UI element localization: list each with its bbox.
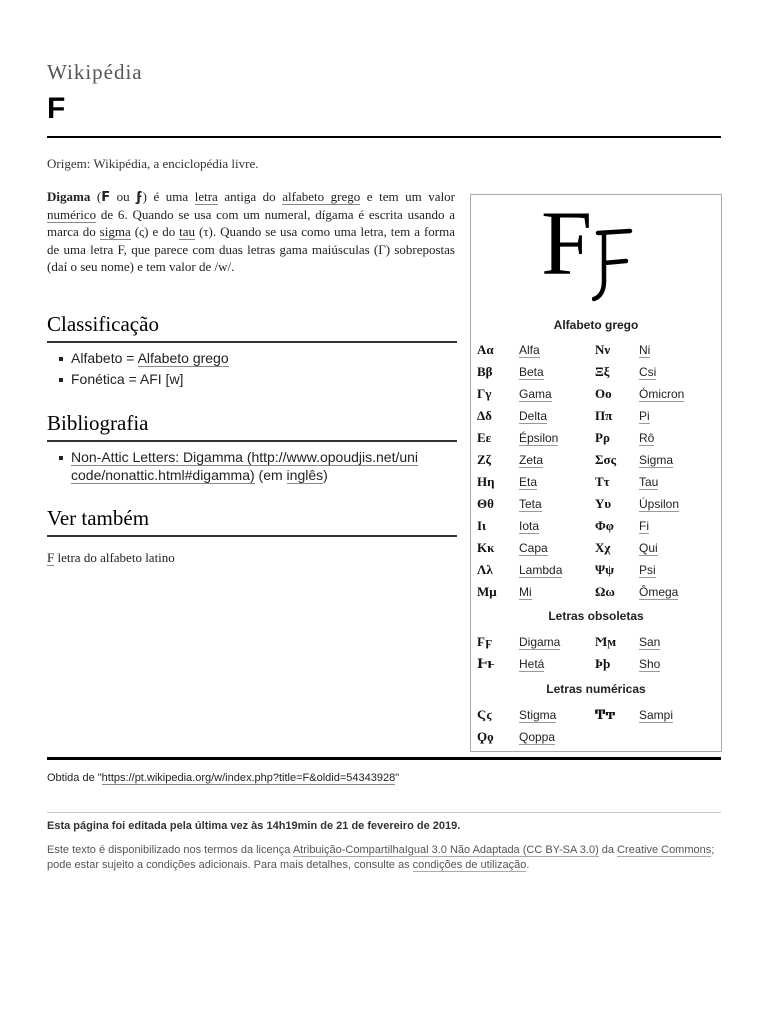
greek-letter-name-link[interactable]: Psi <box>639 563 656 577</box>
greek-letter-name-link[interactable]: Delta <box>519 409 548 423</box>
classificacao-list <box>47 350 457 388</box>
section-letras-obsoletas: Letras obsoletas <box>548 609 644 623</box>
page-title: F <box>47 92 66 125</box>
greek-letter-name-link[interactable]: Úpsilon <box>639 497 680 511</box>
bibliografia-list <box>47 449 457 484</box>
greek-letter-name-link[interactable]: Rô <box>639 431 655 445</box>
link-alfabeto-grego-list[interactable]: Alfabeto grego <box>137 350 229 366</box>
retrieved-text: " <box>395 772 400 784</box>
retrieved-text: Obtida de " <box>47 772 102 784</box>
greek-letter-glyph: Ππ <box>595 408 613 423</box>
greek-letter-glyph: Σσς <box>595 452 617 467</box>
digamma-lowercase-glyph <box>592 225 634 305</box>
greek-letter-name-link[interactable]: Ni <box>639 343 651 357</box>
heading-bibliografia: Bibliografia <box>47 411 457 442</box>
heading-ver-tambem: Ver também <box>47 506 457 537</box>
footer-divider <box>47 812 721 813</box>
greek-letter-glyph: Ρρ <box>595 430 610 445</box>
greek-letter-glyph: Γγ <box>477 386 492 401</box>
greek-letter-name-link[interactable]: Beta <box>519 365 544 379</box>
greek-letter-glyph: Υυ <box>595 496 612 511</box>
greek-letter-name-link[interactable]: Tau <box>639 475 659 489</box>
greek-letter-glyph: Ͱͱ <box>477 656 495 671</box>
greek-letter-name-link[interactable]: Pi <box>639 409 650 423</box>
greek-letter-glyph: Ϝϝ <box>477 634 493 649</box>
link-f-latino[interactable]: F <box>47 550 55 565</box>
greek-letter-name-link[interactable]: Teta <box>519 497 542 511</box>
lead-term: Digama <box>47 189 91 204</box>
list-item-text: (em <box>254 466 287 483</box>
greek-letter-name-link[interactable]: Iota <box>519 519 540 533</box>
digamma-glyph-image <box>471 192 721 307</box>
license-text: Este texto é disponibilizado nos termos da licença <box>47 844 293 856</box>
retrieved-url-link[interactable]: https://pt.wikipedia.org/w/index.php?title=F&oldid=54343928 <box>101 772 396 784</box>
license-text: . <box>526 858 530 871</box>
lead-text: ou <box>110 189 137 204</box>
greek-letter-glyph: Ζζ <box>477 452 492 467</box>
see-also-entry <box>47 550 175 566</box>
retrieved-from <box>47 772 399 784</box>
greek-letter-glyph: Δδ <box>477 408 492 423</box>
creative-commons-link[interactable]: Creative Commons <box>617 844 712 856</box>
list-item <box>47 449 457 484</box>
wikipedia-logo[interactable]: Wikipédia <box>47 60 143 84</box>
greek-letter-name-link[interactable]: Stigma <box>519 708 557 722</box>
greek-letter-name-link[interactable]: Lambda <box>519 563 563 577</box>
greek-letter-name-link[interactable]: Hetá <box>519 657 545 671</box>
license-text: ; pode estar sujeito a condições adicionais. Para mais detalhes, consulte as <box>47 844 715 871</box>
greek-letter-name-link[interactable]: Ómicron <box>639 387 685 401</box>
greek-letter-name-link[interactable]: Zeta <box>519 453 544 467</box>
greek-letter-name-link[interactable]: Capa <box>519 541 548 555</box>
greek-letter-glyph: Ϙϙ <box>477 729 494 744</box>
greek-letter-glyph: Φφ <box>595 518 614 533</box>
greek-letter-glyph: Κκ <box>477 540 495 555</box>
greek-letter-glyph: Ββ <box>477 364 493 379</box>
greek-letter-glyph: Ψψ <box>595 562 615 577</box>
lead-text: e tem um valor <box>360 189 456 204</box>
license-note <box>47 843 721 872</box>
greek-letter-glyph: Ιι <box>477 518 487 533</box>
lead-text: antiga do <box>217 189 283 204</box>
infobox <box>470 194 722 752</box>
link-non-attic-letters[interactable]: Non-Attic Letters: Digamma (http://www.opoudjis.net/uni <box>71 449 419 465</box>
see-also-text: letra do alfabeto latino <box>54 550 175 565</box>
greek-letter-glyph: Ϛϛ <box>477 707 492 722</box>
greek-letter-name-link[interactable]: Mi <box>519 585 532 599</box>
list-item <box>47 350 457 368</box>
list-item-text: Alfabeto = <box>71 350 138 366</box>
glyph-capital: F <box>541 192 593 294</box>
greek-letter-glyph: Ϻϻ <box>595 634 617 649</box>
link-tau[interactable]: tau <box>179 224 196 240</box>
greek-letter-glyph: Εε <box>477 430 492 445</box>
greek-letter-glyph: Οο <box>595 386 612 401</box>
lead-text: (ς) e do <box>130 224 180 240</box>
greek-letter-name-link[interactable]: Sigma <box>639 453 674 467</box>
terms-of-use-link[interactable]: condições de utilização <box>412 858 527 871</box>
greek-letter-glyph: Ττ <box>595 474 610 489</box>
lead-glyph-2: ϝ <box>136 190 143 205</box>
greek-letter-name-link[interactable]: Sampi <box>639 708 674 722</box>
license-cc-by-sa-link[interactable]: Atribuição-CompartilhaIgual 3.0 Não Adaptada (CC BY-SA 3.0) <box>292 844 599 856</box>
greek-letter-name-link[interactable]: Gama <box>519 387 552 401</box>
link-sigma[interactable]: sigma <box>99 224 131 240</box>
link-letra[interactable]: letra <box>194 189 218 204</box>
heading-classificacao: Classificação <box>47 312 457 343</box>
origin-note: Origem: Wikipédia, a enciclopédia livre. <box>47 156 259 171</box>
lead-text: ( <box>90 189 102 204</box>
greek-letter-glyph: Θθ <box>477 496 494 511</box>
section-alfabeto-grego: Alfabeto grego <box>553 318 639 332</box>
greek-letter-glyph: Ωω <box>595 584 615 599</box>
greek-letter-name-link[interactable]: Digama <box>519 635 561 649</box>
greek-letter-name-link[interactable]: San <box>639 635 661 649</box>
greek-letter-glyph: Χχ <box>595 540 611 555</box>
lead-text: (τ). Quando se usa como uma letra, tem a forma de uma letra F, que parece com duas letras gama maiúsculas (Γ) sobrepostas (daí o seu nome) e tem valor de /w/. <box>47 224 455 274</box>
list-item-text: Fonética = AFI [w] <box>71 370 184 387</box>
greek-letter-glyph: Νν <box>595 342 611 357</box>
greek-letter-glyph: Ηη <box>477 474 495 489</box>
license-text: da <box>598 844 618 856</box>
greek-letter-name-link[interactable]: Fi <box>639 519 649 533</box>
greek-letter-glyph: Μμ <box>477 584 497 599</box>
section-letras-numericas: Letras numéricas <box>546 682 646 696</box>
greek-letter-name-link[interactable]: Alfa <box>519 343 540 357</box>
greek-letter-glyph: Λλ <box>477 562 493 577</box>
greek-letter-name-link[interactable]: Épsilon <box>519 431 559 445</box>
link-numerico[interactable]: numérico <box>47 207 97 223</box>
title-divider <box>47 136 721 138</box>
list-item-text: ) <box>323 466 328 483</box>
last-edited-note: Esta página foi editada pela última vez às 14h19min de 21 de fevereiro de 2019. <box>47 820 461 832</box>
greek-letter-glyph: Αα <box>477 342 494 357</box>
greek-letter-name-link[interactable]: Ômega <box>639 585 679 599</box>
link-ingles[interactable]: inglês <box>286 466 324 483</box>
greek-letter-name-link[interactable]: Qui <box>639 541 658 555</box>
greek-letter-glyph: Ϸϸ <box>595 656 611 671</box>
greek-letter-name-link[interactable]: Eta <box>519 475 538 489</box>
content-end-divider <box>47 757 721 760</box>
link-non-attic-letters[interactable]: code/nonattic.html#digamma) <box>71 466 255 483</box>
greek-letter-name-link[interactable]: Qoppa <box>519 730 556 744</box>
greek-letter-name-link[interactable]: Sho <box>639 657 661 671</box>
lead-glyph-1: F <box>101 190 111 205</box>
lead-text: ) é uma <box>142 189 195 204</box>
lead-text: de 6. Quando se usa com um numeral, dígama é escrita usando a marca do <box>47 207 455 240</box>
greek-letter-glyph: Ξξ <box>595 364 610 379</box>
list-item <box>47 371 457 389</box>
greek-letter-glyph: Ͳͳ <box>595 707 616 722</box>
lead-paragraph <box>47 188 455 275</box>
link-alfabeto-grego[interactable]: alfabeto grego <box>282 189 361 204</box>
greek-letter-name-link[interactable]: Csi <box>639 365 657 379</box>
